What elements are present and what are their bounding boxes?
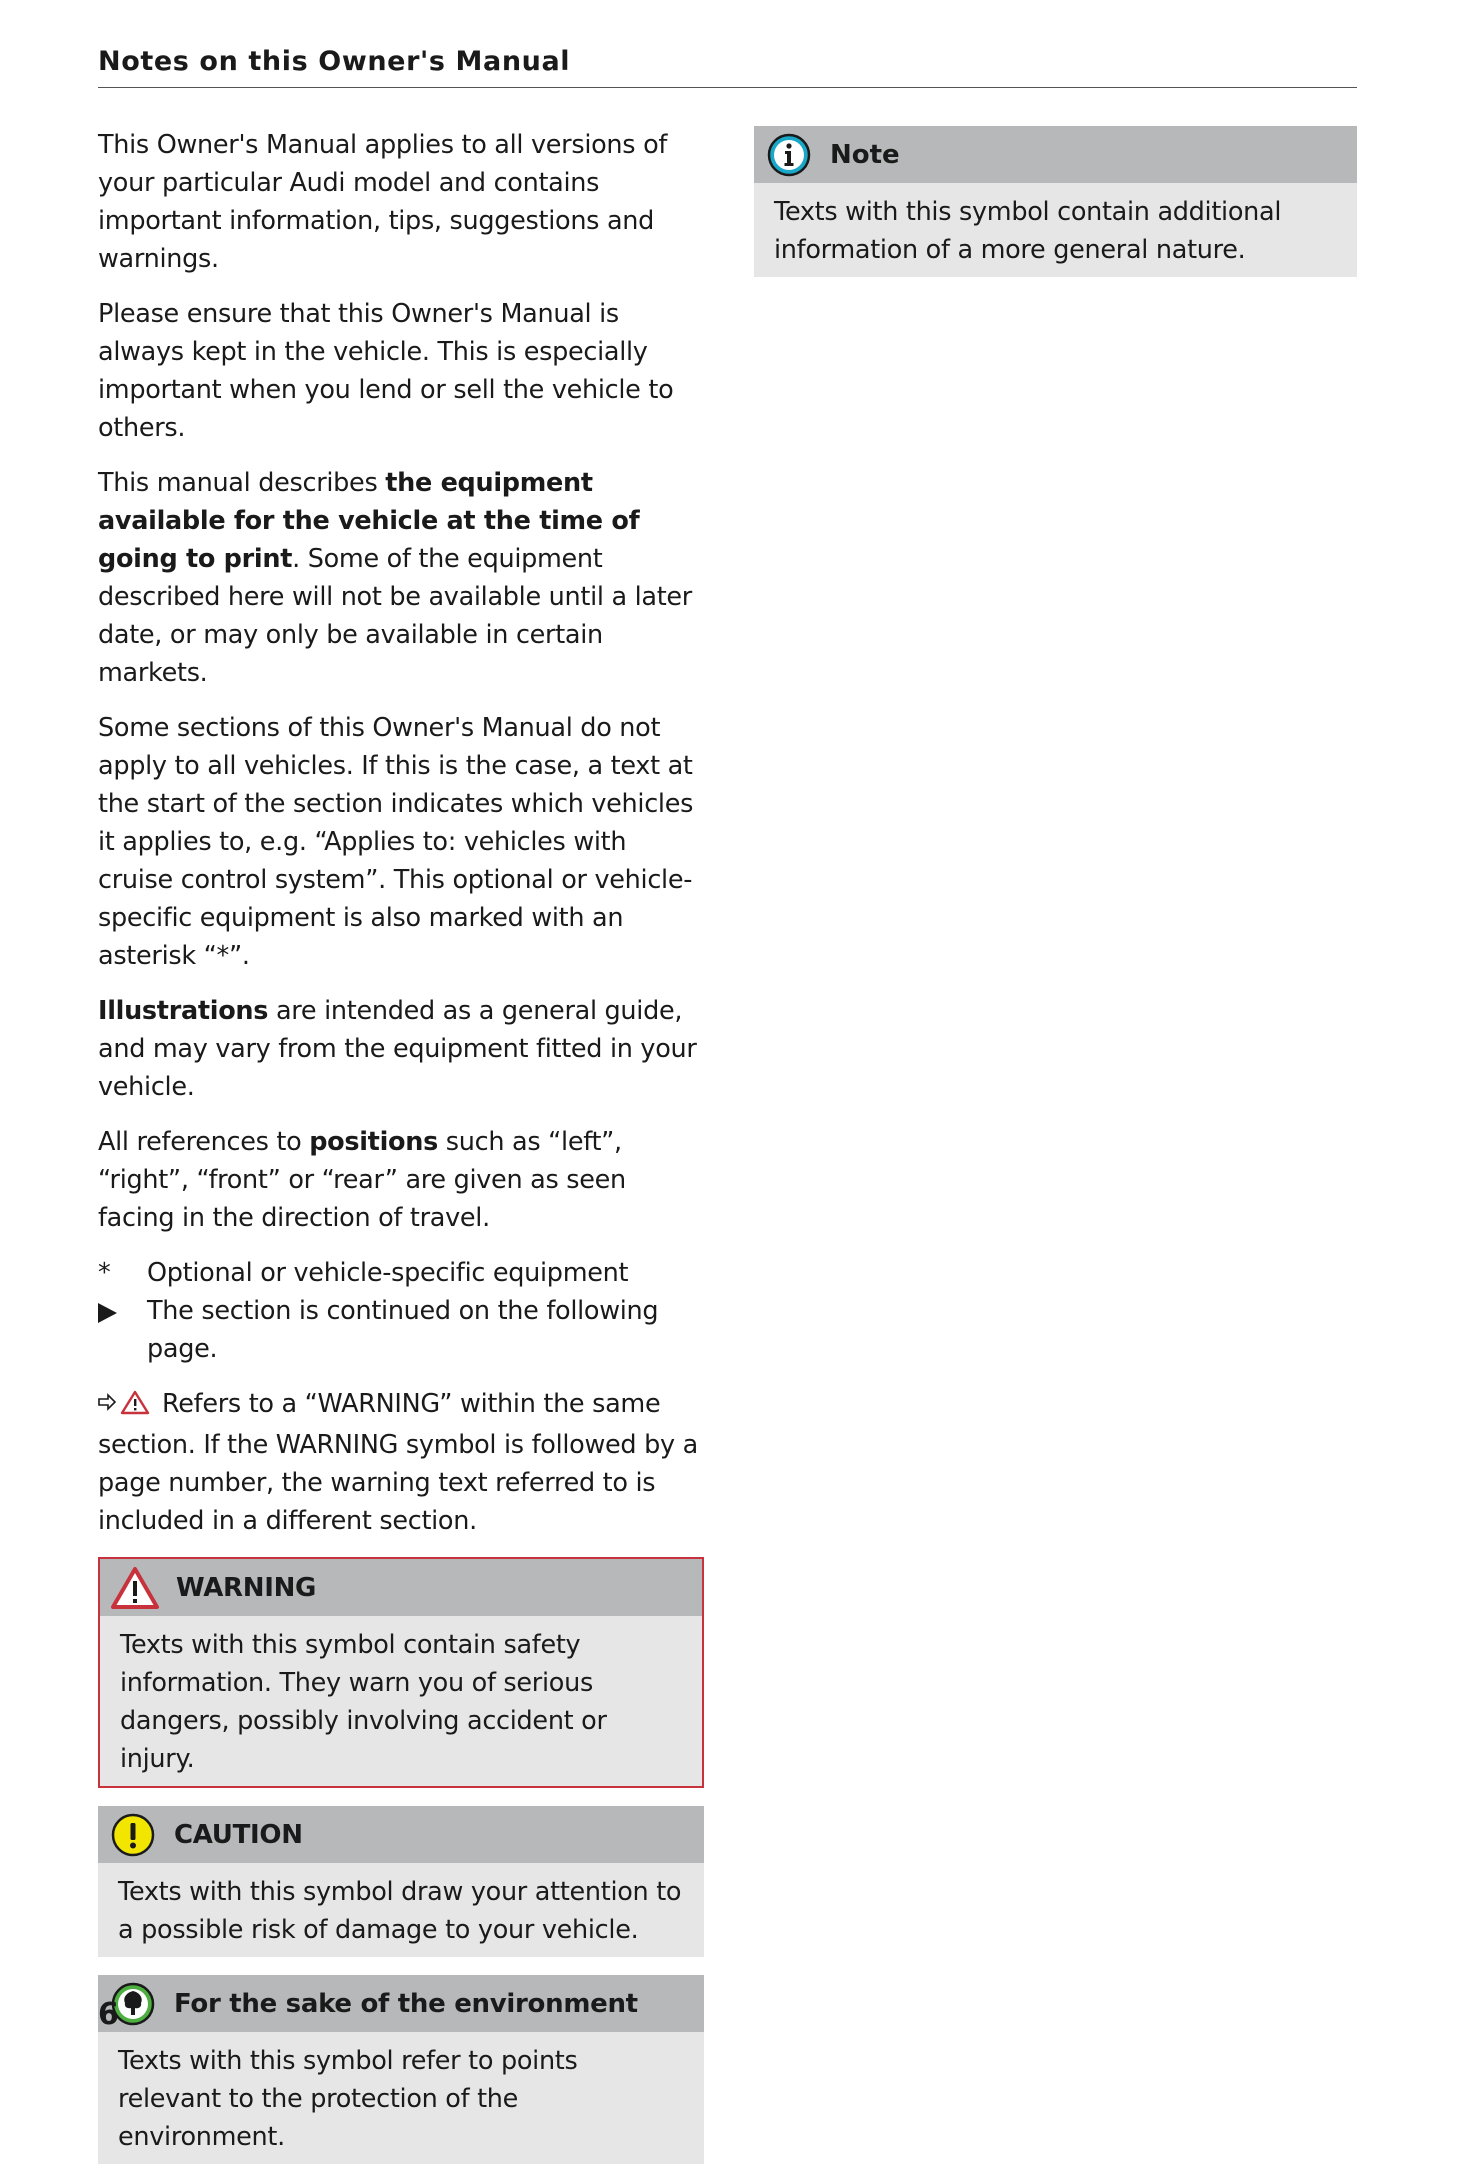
caution-box-header bbox=[98, 1806, 704, 1863]
environment-box-title: For the sake of the environment bbox=[174, 1988, 638, 2019]
warning-triangle-icon bbox=[110, 1565, 160, 1611]
header-divider bbox=[98, 87, 1357, 88]
warning-reference-icon bbox=[98, 1388, 152, 1426]
warning-box-text: Texts with this symbol contain safety information. They warn you of serious dangers, possibly involving accident or injury. bbox=[120, 1630, 607, 1774]
p6-bold: positions bbox=[309, 1127, 438, 1157]
caution-box bbox=[98, 1806, 704, 1957]
page-number: 6 bbox=[98, 1997, 119, 2032]
info-circle-icon bbox=[764, 132, 814, 178]
p5-post: are intended as a general guide, and may vary from the equipment fitted in your vehicle. bbox=[98, 996, 697, 1102]
p3-bold: the equipment available for the vehicle at the time of going to print bbox=[98, 468, 640, 574]
warning-box bbox=[98, 1557, 704, 1788]
right-triangle-arrow-icon bbox=[98, 1303, 117, 1323]
asterisk-symbol: * bbox=[98, 1258, 111, 1288]
note-box-title: Note bbox=[830, 139, 900, 170]
p6-pre: All references to bbox=[98, 1127, 310, 1157]
p6-post: such as “left”, “right”, “front” or “rear” are given as seen facing in the direction of travel. bbox=[98, 1127, 626, 1233]
exclamation-circle-icon bbox=[108, 1812, 158, 1858]
asterisk-text: Optional or vehicle-specific equipment bbox=[147, 1258, 629, 1288]
page-header-title: Notes on this Owner's Manual bbox=[98, 46, 571, 77]
intro-paragraph-5 bbox=[98, 992, 704, 1106]
warning-reference-text: Refers to a “WARNING” within the same section. If the WARNING symbol is followed by a page number, the warning text referred to is included in a different section. bbox=[98, 1389, 698, 1536]
intro-paragraph-2: Please ensure that this Owner's Manual is always kept in the vehicle. This is especially important when you lend or sell the vehicle to others. bbox=[98, 299, 674, 443]
intro-paragraph-1: This Owner's Manual applies to all versions of your particular Audi model and contains important information, tips, suggestions and warnings. bbox=[98, 130, 668, 274]
warning-reference-paragraph bbox=[98, 1385, 704, 1540]
warning-box-title: WARNING bbox=[176, 1572, 317, 1603]
note-box bbox=[754, 126, 1357, 277]
right-column bbox=[754, 126, 1357, 295]
legend-asterisk-row bbox=[98, 1254, 704, 1292]
left-column bbox=[98, 126, 704, 2182]
p3-post: . Some of the equipment described here will not be available until a later date, or may only be available in certain markets. bbox=[98, 544, 692, 688]
symbol-legend bbox=[98, 1254, 704, 1368]
intro-paragraph-6 bbox=[98, 1123, 704, 1237]
caution-box-title: CAUTION bbox=[174, 1819, 303, 1850]
environment-box-header bbox=[98, 1975, 704, 2032]
warning-box-header bbox=[100, 1559, 702, 1616]
environment-box-text: Texts with this symbol refer to points relevant to the protection of the environment. bbox=[118, 2046, 578, 2152]
caution-box-text: Texts with this symbol draw your attention to a possible risk of damage to your vehicle. bbox=[118, 1877, 682, 1945]
continued-text: The section is continued on the following page. bbox=[147, 1296, 659, 1364]
note-box-text: Texts with this symbol contain additional information of a more general nature. bbox=[774, 197, 1282, 265]
legend-continued-row bbox=[98, 1292, 704, 1368]
intro-paragraph-3 bbox=[98, 464, 704, 692]
note-box-header bbox=[754, 126, 1357, 183]
environment-box bbox=[98, 1975, 704, 2164]
intro-paragraph-4: Some sections of this Owner's Manual do not apply to all vehicles. If this is the case, a text at the start of the section indicates which vehicles it applies to, e.g. “Applies to: vehicles with cruise control system”. This optional or vehicle-specific equipment is also marked with an asterisk “*”. bbox=[98, 713, 694, 971]
p5-bold: Illustrations bbox=[98, 996, 269, 1026]
p3-pre: This manual describes bbox=[98, 468, 386, 498]
